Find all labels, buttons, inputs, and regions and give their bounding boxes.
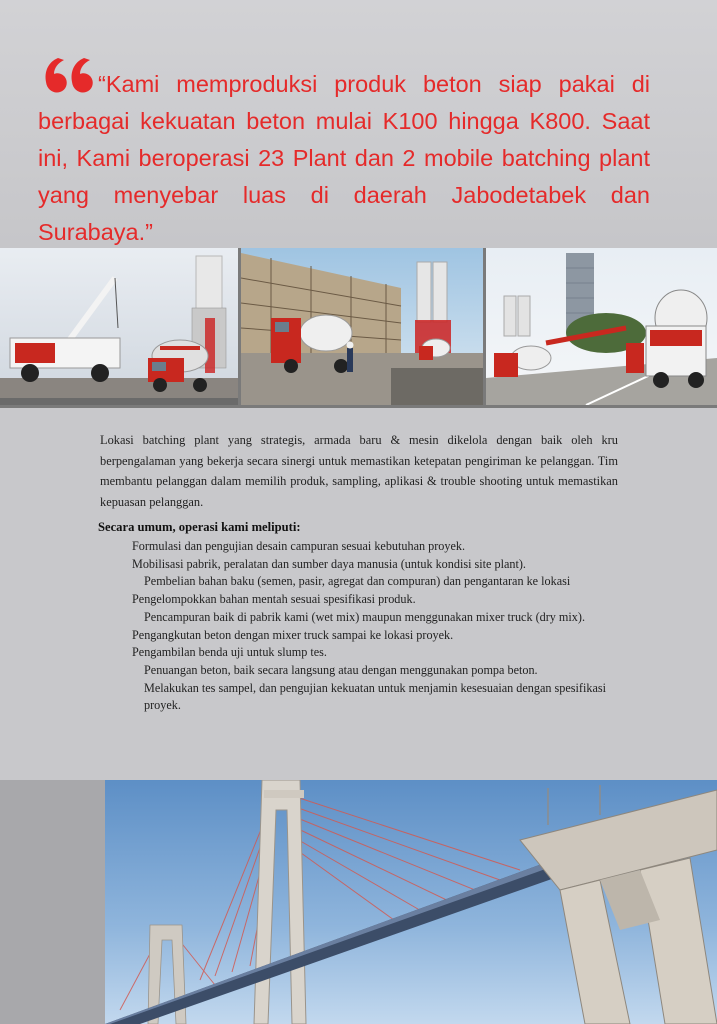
list-item: Pengelompokkan bahan mentah sesuai spesifikasi produk. [132,592,416,607]
photo-mixer-trucks [486,248,717,405]
list-item: Melakukan tes sampel, dan pengujian kekuatan untuk menjamin kesesuaian dengan spesifikasi proyek. [144,680,606,713]
scope-heading: Secara umum, operasi kami meliputi: [98,520,301,534]
list-item: Pencampuran baik di pabrik kami (wet mix) maupun menggunakan mixer truck (dry mix). [144,609,585,624]
photo-crane-mixer [0,248,238,405]
list-item: Mobilisasi pabrik, peralatan dan sumber daya manusia (untuk kondisi site plant). [132,556,526,571]
quote-text: “Kami memproduksi produk beton siap pakai di berbagai kekuatan beton mulai K100 hingga K800. Saat ini, Kami beroperasi 23 Plant dan 2 mobile batching plant yang menyebar luas di daerah Jabodetabek dan Surabaya.” [38,71,650,245]
list-item: Pengambilan benda uji untuk slump tes. [132,645,327,660]
bridge-photo [0,780,717,1024]
list-item: Pengangkutan beton dengan mixer truck sampai ke lokasi proyek. [132,627,454,642]
list-item: Penuangan beton, baik secara langsung atau dengan menggunakan pompa beton. [144,662,538,677]
list-item: Formulasi dan pengujian desain campuran sesuai kebutuhan proyek. [132,539,466,553]
scope-list [98,538,618,715]
photo-strip [0,248,717,408]
photo-construction-site [241,248,483,405]
intro-paragraph: Lokasi batching plant yang strategis, armada baru & mesin dikelola dengan baik oleh kru berpengalaman yang bekerja secara sinergi untuk memastikan ketepatan pengiriman ke pelanggan. Tim membantu pelanggan dalam memilih produk, sampling, aplikasi & trouble shooting untuk memastikan kepuasan pelanggan. [100,433,618,509]
quote-section [0,0,717,248]
list-item: Pembelian bahan baku (semen, pasir, agregat dan compuran) dan pengantaran ke lokasi [144,574,571,589]
